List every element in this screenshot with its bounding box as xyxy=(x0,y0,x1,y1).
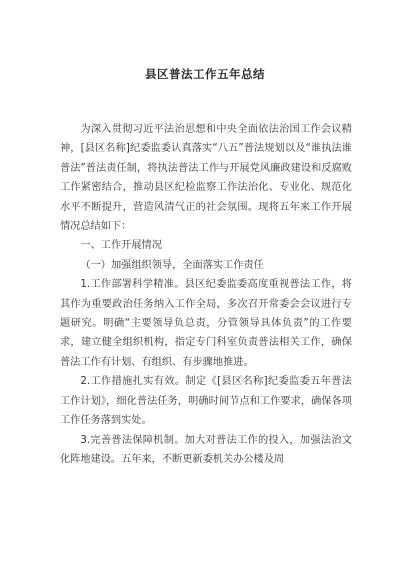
document-body xyxy=(60,120,352,469)
section-heading: 一、工作开展情况 xyxy=(80,240,162,252)
intro-paragraph: 为深入贯彻习近平法治思想和中央全面依法治国工作会议精神，[县区名称]纪委监委认真落实“八五”普法规划以及“谁执法谁普法”普法责任制，将执法普法工作与开展党风廉政建设和反腐败工作紧密结合，推动县区纪检监察工作法治化、专业化、规范化水平不断提升，营造风清气正的社会氛围。现将五年来工作开展情况总结如下： xyxy=(60,124,352,233)
body-paragraph-3: 3.完善普法保障机制。加大对普法工作的投入，加强法治文化阵地建设。五年来，不断更新委机关办公楼及周 xyxy=(60,434,352,465)
body-paragraph-1: 1.工作部署科学精准。县区纪委监委高度重视普法工作，将其作为重要政治任务纳入工作全局，多次召开常委会会议进行专题研究。明确“主要领导负总责，分管领导具体负责”的工作要求，建立健全组织机构，指定专门科室负责普法相关工作，确保普法工作有计划、有组织、有步骤地推进。 xyxy=(60,279,352,368)
body-paragraph-2: 2.工作措施扎实有效。制定《[县区名称]纪委监委五年普法工作计划》，细化普法任务，明确时间节点和工作要求，确保各项工作任务落到实处。 xyxy=(60,376,352,427)
document-title: 县区普法工作五年总结 xyxy=(145,67,265,81)
subsection-heading: （一）加强组织领导，全面落实工作责任 xyxy=(80,259,264,271)
